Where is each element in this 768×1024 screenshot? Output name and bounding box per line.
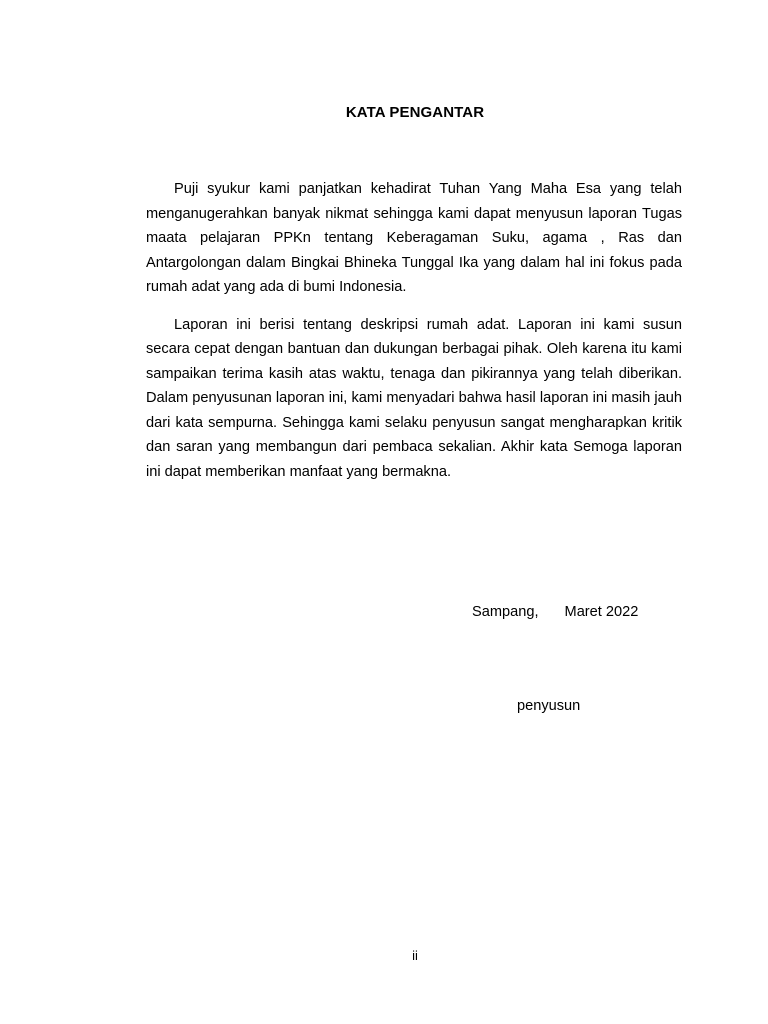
author-signature: penyusun bbox=[517, 698, 581, 714]
body-text bbox=[146, 177, 682, 497]
date-text: Maret 2022 bbox=[564, 604, 639, 620]
paragraph-2: Laporan ini berisi tentang deskripsi rumah adat. Laporan ini kami susun secara cepat dengan bantuan dan dukungan berbagai pihak. Oleh karena itu kami sampaikan terima kasih atas waktu, tenaga dan pikirannya yang telah diberikan. Dalam penyusunan laporan ini, kami menyadari bahwa hasil laporan ini masih jauh dari kata sempurna. Sehingga kami selaku penyusun sangat mengharapkan kritik dan saran yang membangun dari pembaca sekalian. Akhir kata Semoga laporan ini dapat memberikan manfaat yang bermakna. bbox=[146, 316, 682, 480]
place-date-line bbox=[472, 604, 638, 620]
page-number: ii bbox=[412, 948, 418, 963]
place-text: Sampang, bbox=[472, 604, 539, 620]
paragraph-1: Puji syukur kami panjatkan kehadirat Tuhan Yang Maha Esa yang telah menganugerahkan banyak nikmat sehingga kami dapat menyusun laporan Tugas maata pelajaran PPKn tentang Keberagaman Suku, agama , Ras dan Antargolongan dalam Bingkai Bhineka Tunggal Ika yang dalam hal ini fokus pada rumah adat yang ada di bumi Indonesia. bbox=[146, 181, 682, 295]
page-title: KATA PENGANTAR bbox=[345, 104, 485, 121]
